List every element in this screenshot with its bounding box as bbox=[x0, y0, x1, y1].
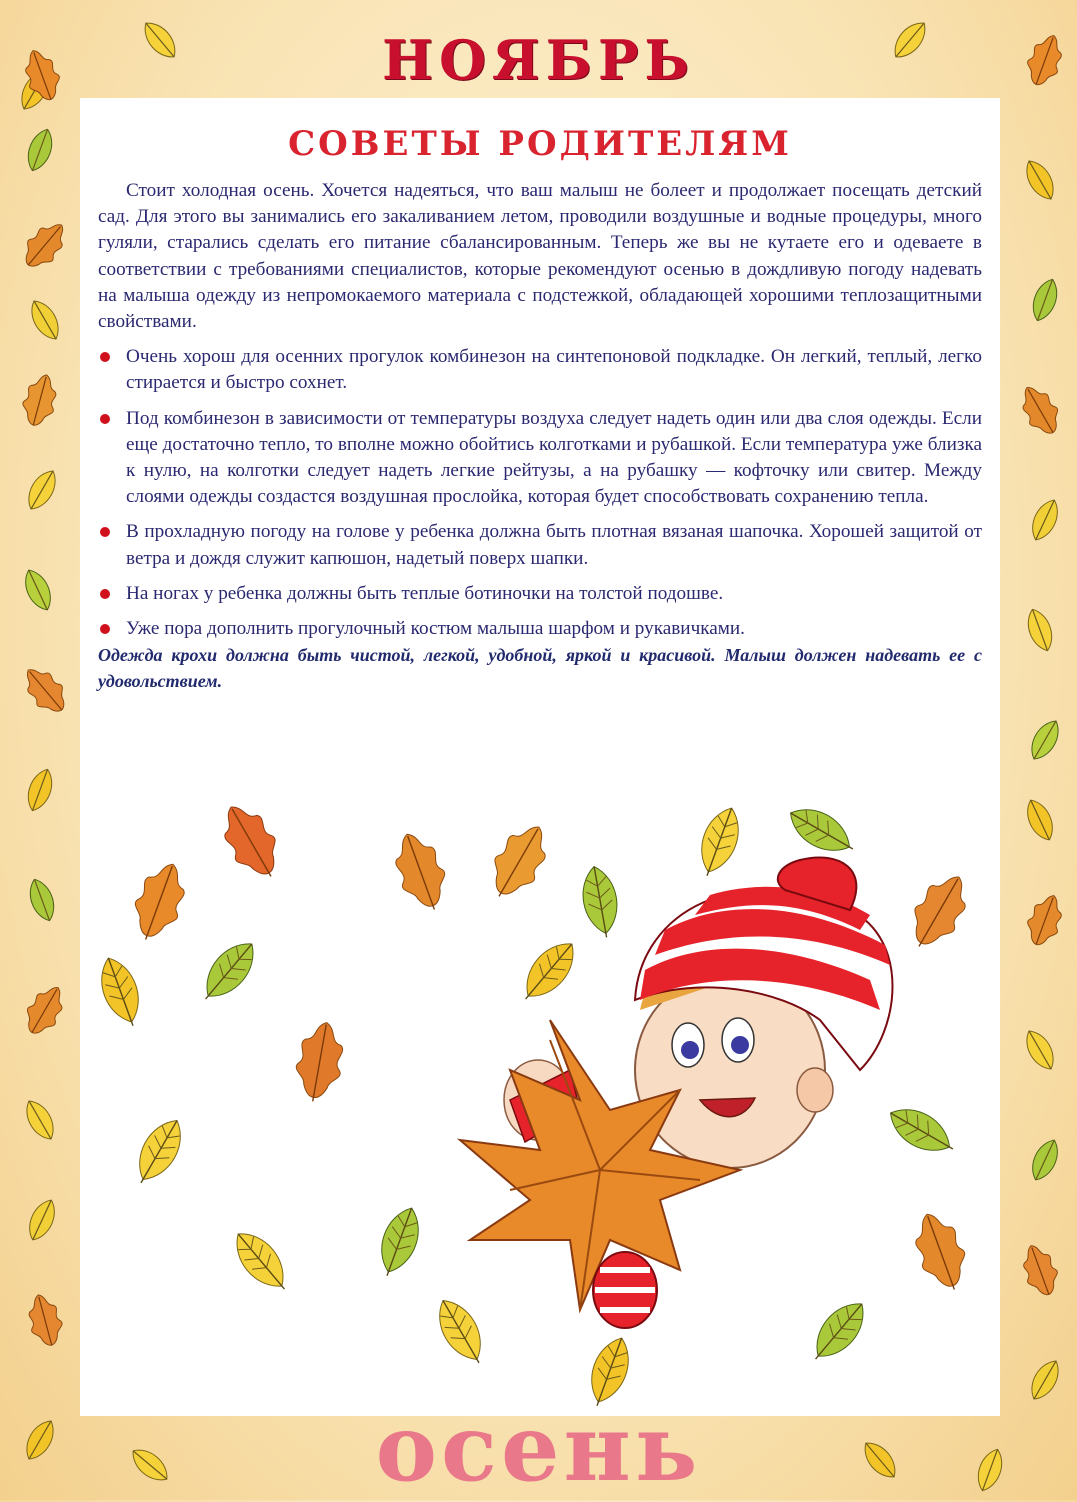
bullet-icon bbox=[100, 414, 110, 424]
list-item: Под комбинезон в зависимости от температуры воздуха следует надеть один или два слоя одежды. Если еще достаточно тепло, то вполне можно обойтись колготками и рубашкой. Если температура уже близка к нулю, на колготки следует надеть легкие рейтузы, а на рубашку — кофточку или свитер. Между слоями одежды создастся воздушная прослойка, которая будет способствовать сохранению тепла. bbox=[98, 406, 982, 511]
footer-season-word: осень bbox=[375, 1394, 702, 1502]
list-item: На ногах у ребенка должны быть теплые ботиночки на толстой подошве. bbox=[98, 581, 982, 607]
page-title: НОЯБРЬ bbox=[382, 28, 695, 92]
bullet-icon bbox=[100, 624, 110, 634]
article-body bbox=[98, 178, 982, 694]
bullet-icon bbox=[100, 527, 110, 537]
page-subtitle: СОВЕТЫ РОДИТЕЛЯМ bbox=[288, 124, 792, 164]
list-item: В прохладную погоду на голове у ребенка должна быть плотная вязаная шапочка. Хорошей защитой от ветра и дождя служит капюшон, надетый поверх шапки. bbox=[98, 519, 982, 571]
list-item: Очень хорош для осенних прогулок комбинезон на синтепоновой подкладке. Он легкий, теплый, легко стирается и быстро сохнет. bbox=[98, 344, 982, 396]
list-item: Уже пора дополнить прогулочный костюм малыша шарфом и рукавичками. bbox=[98, 616, 982, 642]
conclusion-text: Одежда крохи должна быть чистой, легкой, удобной, яркой и красивой. Малыш должен надевать ее с удовольствием. bbox=[98, 645, 982, 692]
tips-list bbox=[98, 344, 982, 642]
child-illustration bbox=[80, 770, 1000, 1410]
intro-paragraph: Стоит холодная осень. Хочется надеяться, что ваш малыш не болеет и продолжает посещать детский сад. Для этого вы занимались его закаливанием летом, проводили воздушные и водные процедуры, много гуляли, старались сделать его питание сбалансированным. Теперь же вы не кутаете его и одеваете в соответствии с требованиями специалистов, которые рекомендуют осенью в дождливую погоду надевать на малыша одежду из непромокаемого материала с подстежкой, обладающей хорошими теплозащитными свойствами. bbox=[98, 180, 982, 333]
bullet-icon bbox=[100, 589, 110, 599]
bullet-icon bbox=[100, 352, 110, 362]
